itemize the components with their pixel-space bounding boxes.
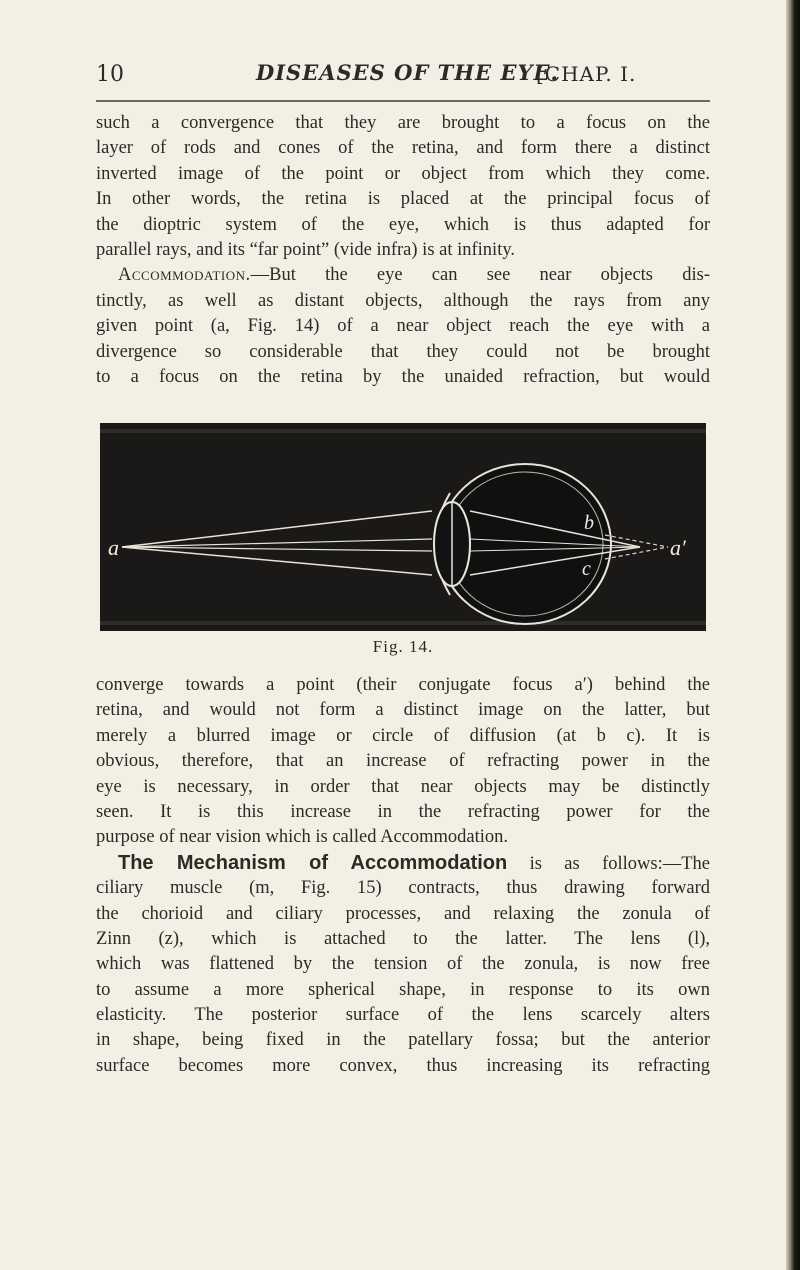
text-line: parallel rays, and its “far point” (vide infra) is at infinity. <box>96 239 516 260</box>
label-b: b <box>584 512 594 534</box>
text-line: elasticity. The posterior surface of the lens scarcely alters <box>96 1005 710 1026</box>
text-line: inverted image of the point or object from which they come. <box>96 163 710 184</box>
text-line: to assume a more spherical shape, in response to its own <box>96 979 710 1000</box>
text-line: converge towards a point (their conjugate focus a′) behind the <box>96 675 710 695</box>
text-line: In other words, the retina is placed at the principal focus of <box>96 189 710 210</box>
text-line: ciliary muscle (m, Fig. 15) contracts, thus drawing forward <box>96 878 710 899</box>
text-line: obvious, therefore, that an increase of refracting power in the <box>96 751 710 772</box>
label-a: a <box>108 535 119 560</box>
text-line: merely a blurred image or circle of diffusion (at b c). It is <box>96 725 710 746</box>
section-heading-mechanism: The Mechanism of Accommodation <box>118 851 508 874</box>
text-line: Accommodation.—But the eye can see near objects dis- <box>118 265 710 286</box>
text-line: layer of rods and cones of the retina, and form there a distinct <box>96 138 710 159</box>
page-number: 10 <box>96 62 124 87</box>
text-line: eye is necessary, in order that near objects may be distinctly <box>96 776 710 797</box>
label-c: c <box>582 558 591 580</box>
page-edge-shadow <box>786 0 800 1270</box>
running-title: DISEASES OF THE EYE. <box>256 60 559 85</box>
text-line: which was flattened by the tension of the zonula, is now free <box>96 954 710 975</box>
text-line: the dioptric system of the eye, which is thus adapted for <box>96 214 710 235</box>
running-header <box>96 52 708 96</box>
figure-caption: Fig. 14. <box>372 637 434 656</box>
text-line: retina, and would not form a distinct image on the latter, but <box>96 700 710 721</box>
text-line: tinctly, as well as distant objects, although the rays from any <box>96 290 710 311</box>
text-line: seen. It is this increase in the refracting power for the <box>96 801 710 822</box>
text-line: divergence so considerable that they could not be brought <box>96 341 710 362</box>
header-rule <box>96 100 710 102</box>
text-line: to a focus on the retina by the unaided refraction, but would <box>96 366 710 387</box>
figure-background <box>100 423 706 631</box>
text-line: in shape, being fixed in the patellary fossa; but the anterior <box>96 1030 710 1051</box>
chapter-label: [CHAP. I. <box>536 62 637 86</box>
paragraph-3 <box>96 673 710 1079</box>
text-line: the chorioid and ciliary processes, and relaxing the zonula of <box>96 903 710 924</box>
text-line: Zinn (z), which is attached to the latter. The lens (l), <box>96 928 710 949</box>
figure-14-eye-diagram <box>100 423 706 631</box>
label-a-prime: a′ <box>670 535 686 560</box>
text-line: such a convergence that they are brought to a focus on the <box>96 113 710 133</box>
text-line: The Mechanism of Accommodation is as follows:—The <box>118 851 710 874</box>
section-heading-accommodation: Accommodation. <box>118 265 251 286</box>
text-line: purpose of near vision which is called Accommodation. <box>96 827 509 848</box>
text-line: given point (a, Fig. 14) of a near object reach the eye with a <box>96 316 710 337</box>
text-line: surface becomes more convex, thus increasing its refracting <box>96 1055 710 1076</box>
paragraph-1 <box>96 111 710 390</box>
